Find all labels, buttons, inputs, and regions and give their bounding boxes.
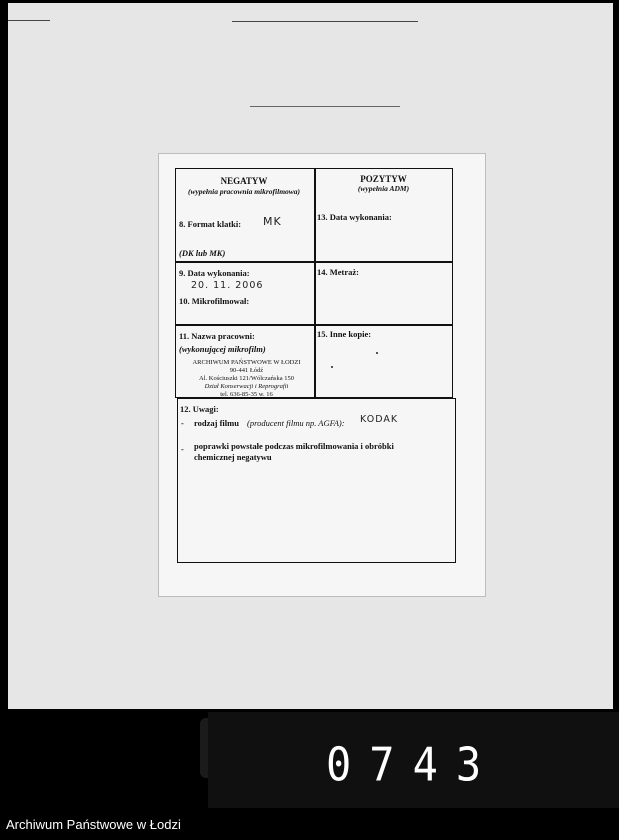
uwagi-item1-value: KODAK (360, 414, 399, 425)
format-label: 8. Format klatki: (179, 219, 242, 229)
data9-label: 9. Data wykonania: (179, 268, 250, 278)
archive-name: Archiwum Państwowe w Łodzi (6, 817, 181, 832)
uwagi-item1-hint: (producent filmu np. AGFA): (247, 418, 345, 428)
mikrofilmowal-label: 10. Mikrofilmował: (179, 296, 250, 306)
bullet: - (181, 444, 184, 454)
stamp-line: ARCHIWUM PAŃSTWOWE W ŁODZI (192, 359, 301, 366)
data9-value: 20. 11. 2006 (191, 280, 264, 291)
stamp-line: 90-441 Łódź (229, 367, 264, 374)
kopie-label: 15. Inne kopie: (317, 329, 372, 339)
pozytyw-subtitle: (wypełnia ADM) (357, 184, 410, 193)
stamp-line: tel. 636-85-35 w. 16 (220, 391, 273, 398)
metraz-label: 14. Metraż: (317, 267, 360, 277)
uwagi-item2-line2: chemicznej negatywu (194, 452, 272, 462)
pozytyw-title: POZYTYW (360, 174, 407, 184)
edge-line (8, 20, 50, 21)
uwagi-item2-line1: poprawki powstałe podczas mikrofilmowania i obróbki (194, 441, 394, 451)
pracownia-subtitle: (wykonującej mikrofilm) (179, 344, 266, 354)
uwagi-item1: rodzaj filmu (194, 418, 239, 428)
negatyw-subtitle: (wypełnia pracownia mikrofilmowa) (187, 187, 301, 196)
pracownia-label: 11. Nazwa pracowni: (179, 331, 255, 341)
stamp-line: Dział Konserwacji i Reprografii (204, 383, 289, 390)
edge-line (250, 106, 400, 107)
uwagi-label: 12. Uwagi: (180, 404, 219, 414)
format-hint: (DK lub MK) (179, 248, 226, 258)
stamp-line: Al. Kościuszki 121/Wólczańska 150 (199, 375, 294, 382)
format-value: MK (263, 215, 282, 228)
row-divider (176, 261, 452, 263)
negatyw-title: NEGATYW (220, 176, 268, 186)
frame-number: 0743 (326, 737, 500, 792)
row-divider (176, 324, 452, 326)
column-divider (314, 169, 316, 399)
bullet: - (181, 418, 184, 428)
speck (376, 352, 378, 354)
data13-label: 13. Data wykonania: (317, 212, 392, 222)
speck (331, 366, 333, 368)
edge-line (232, 21, 418, 22)
